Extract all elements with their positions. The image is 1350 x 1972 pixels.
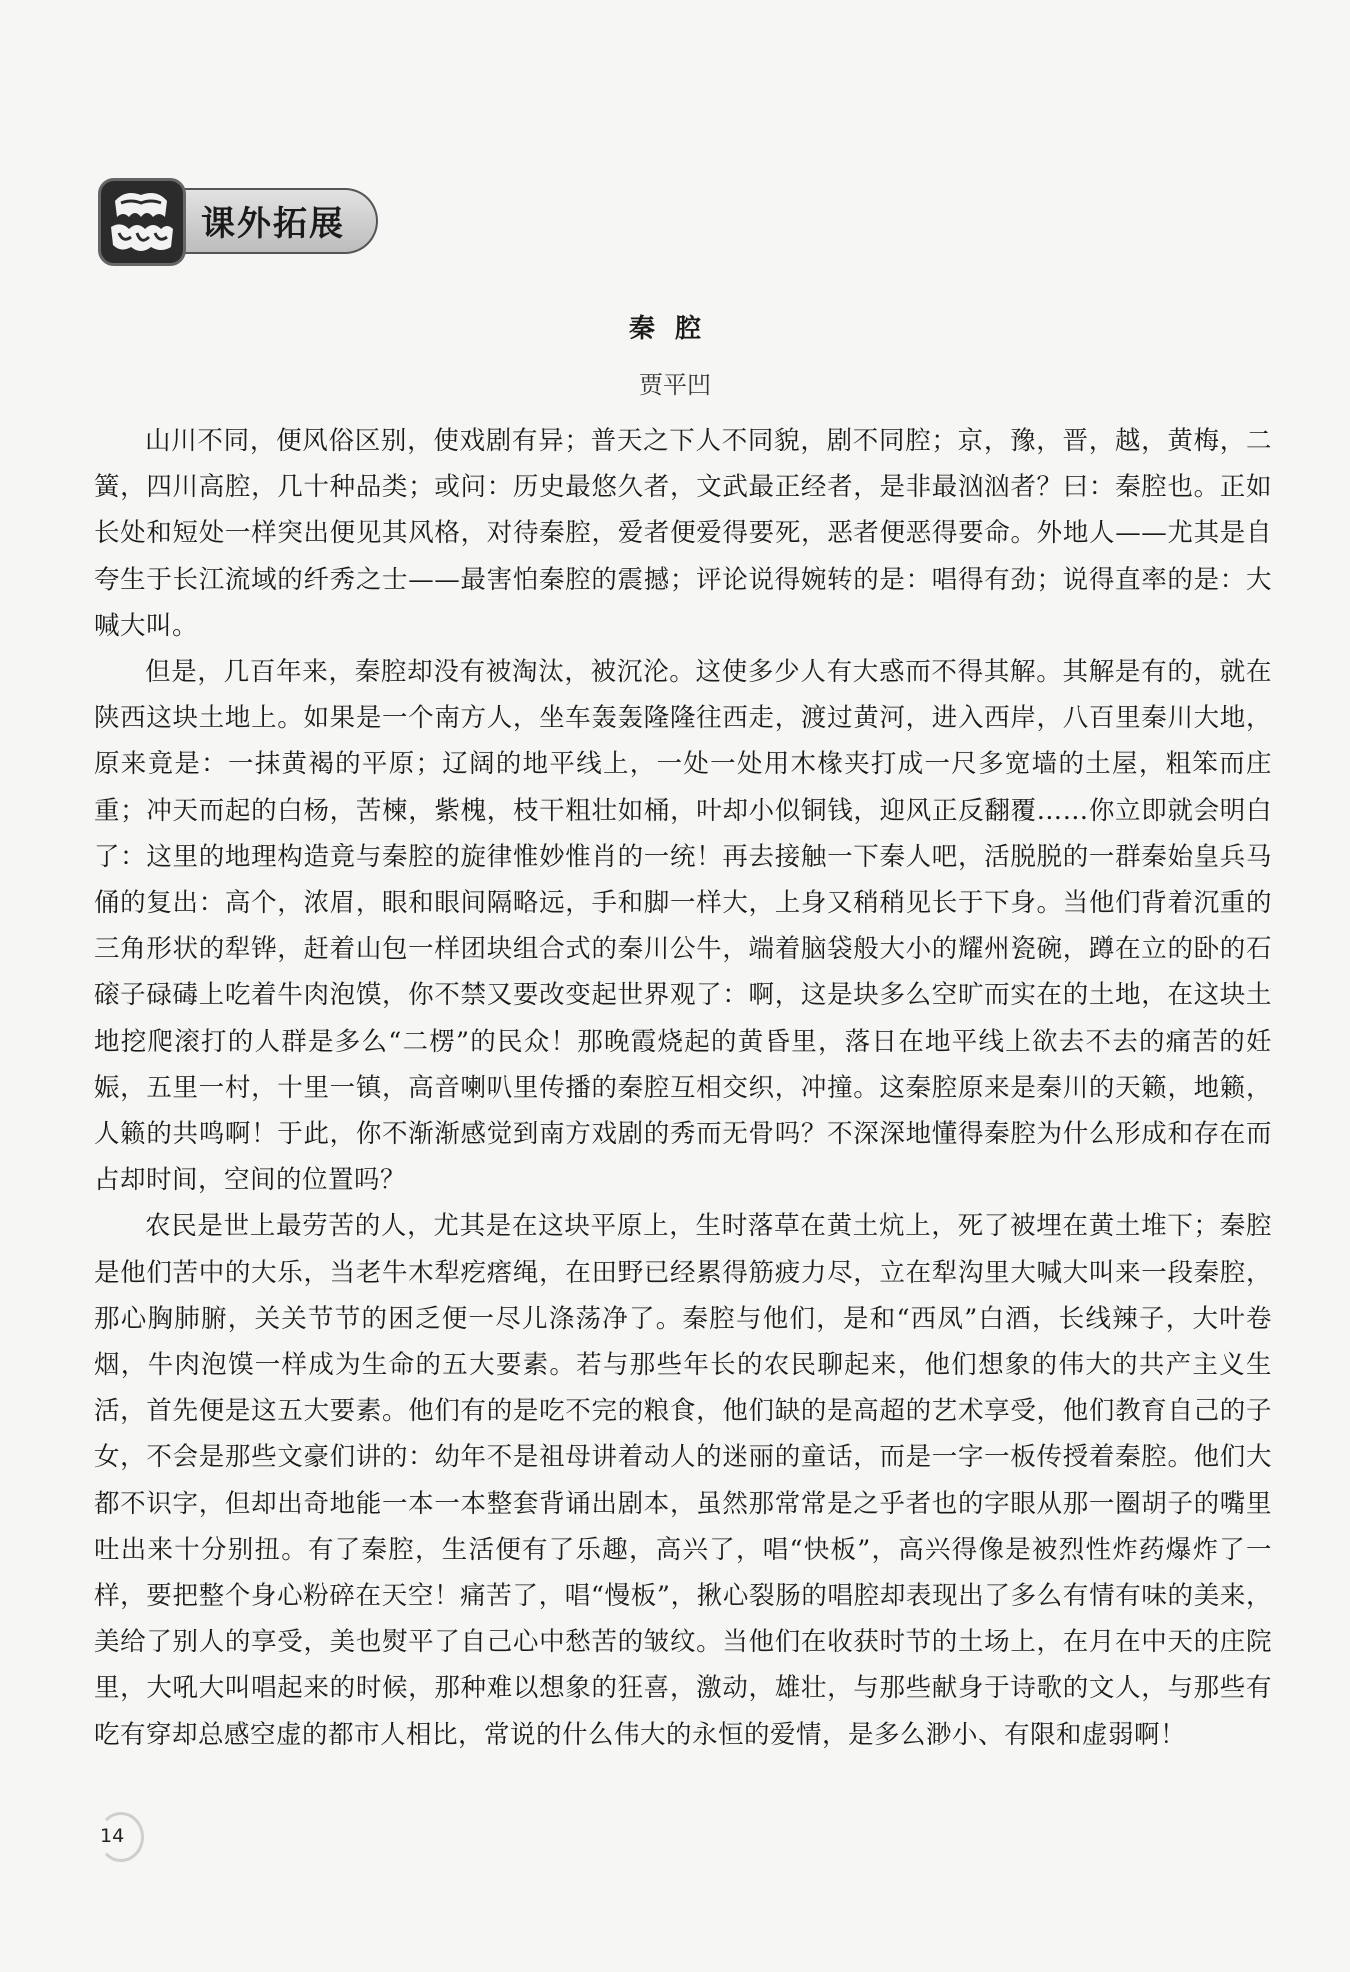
article-author: 贾平凹 bbox=[639, 371, 711, 399]
page-number-text: 14 bbox=[100, 1825, 125, 1847]
paragraph: 山川不同，便风俗区别，使戏剧有异；普天之下人不同貌，剧不同腔；京，豫，晋，越，黄梅，二簧，四川高腔，几十种品类；或问：历史最悠久者，文武最正经者，是非最汹汹者？曰：秦腔也。正如长处和短处一样突出便见其风格，对待秦腔，爱者便爱得要死，恶者便恶得要命。外地人——尤其是自夸生于长江流域的纤秀之士——最害怕秦腔的震撼；评论说得婉转的是：唱得有劲；说得直率的是：大喊大叫。 bbox=[94, 426, 1272, 641]
carved-seal-icon bbox=[98, 178, 186, 266]
article-title: 秦腔 bbox=[628, 314, 721, 344]
page-number bbox=[92, 1810, 142, 1860]
section-label: 课外拓展 bbox=[201, 204, 345, 244]
paragraph: 但是，几百年来，秦腔却没有被淘汰，被沉沦。这使多少人有大惑而不得其解。其解是有的，就在陕西这块土地上。如果是一个南方人，坐车轰轰隆隆往西走，渡过黄河，进入西岸，八百里秦川大地，原来竟是：一抹黄褐的平原；辽阔的地平线上，一处一处用木椽夹打成一尺多宽墙的土屋，粗笨而庄重；冲天而起的白杨，苦楝，紫槐，枝干粗壮如桶，叶却小似铜钱，迎风正反翻覆……你立即就会明白了：这里的地理构造竟与秦腔的旋律惟妙惟肖的一统！再去接触一下秦人吧，活脱脱的一群秦始皇兵马俑的复出：高个，浓眉，眼和眼间隔略远，手和脚一样大，上身又稍稍见长于下身。当他们背着沉重的三角形状的犁铧，赶着山包一样团块组合式的秦川公牛，端着脑袋般大小的耀州瓷碗，蹲在立的卧的石磙子碌碡上吃着牛肉泡馍，你不禁又要改变起世界观了：啊，这是块多么空旷而实在的土地，在这块土地挖爬滚打的人群是多么“二楞”的民众！那晚霞烧起的黄昏里，落日在地平线上欲去不去的痛苦的妊娠，五里一村，十里一镇，高音喇叭里传播的秦腔互相交织，冲撞。这秦腔原来是秦川的天籁，地籁，人籁的共鸣啊！于此，你不渐渐感觉到南方戏剧的秀而无骨吗？不深深地懂得秦腔为什么形成和存在而占却时间，空间的位置吗？ bbox=[94, 657, 1272, 1196]
paragraph: 农民是世上最劳苦的人，尤其是在这块平原上，生时落草在黄土炕上，死了被埋在黄土堆下；秦腔是他们苦中的大乐，当老牛木犁疙瘩绳，在田野已经累得筋疲力尽，立在犁沟里大喊大叫来一段秦腔，那心胸肺腑，关关节节的困乏便一尽儿涤荡净了。秦腔与他们，是和“西凤”白酒，长线辣子，大叶卷烟，牛肉泡馍一样成为生命的五大要素。若与那些年长的农民聊起来，他们想象的伟大的共产主义生活，首先便是这五大要素。他们有的是吃不完的粮食，他们缺的是高超的艺术享受，他们教育自己的子女，不会是那些文豪们讲的：幼年不是祖母讲着动人的迷丽的童话，而是一字一板传授着秦腔。他们大都不识字，但却出奇地能一本一本整套背诵出剧本，虽然那常常是之乎者也的字眼从那一圈胡子的嘴里吐出来十分别扭。有了秦腔，生活便有了乐趣，高兴了，唱“快板”，高兴得像是被烈性炸药爆炸了一样，要把整个身心粉碎在天空！痛苦了，唱“慢板”，揪心裂肠的唱腔却表现出了多么有情有味的美来，美给了别人的享受，美也熨平了自己心中愁苦的皱纹。当他们在收获时节的土场上，在月在中天的庄院里，大吼大叫唱起来的时候，那种难以想象的狂喜，激动，雄壮，与那些献身于诗歌的文人，与那些有吃有穿却总感空虚的都市人相比，常说的什么伟大的永恒的爱情，是多么渺小、有限和虚弱啊！ bbox=[94, 1211, 1272, 1750]
section-banner bbox=[98, 178, 380, 266]
article-body bbox=[94, 418, 1272, 1758]
